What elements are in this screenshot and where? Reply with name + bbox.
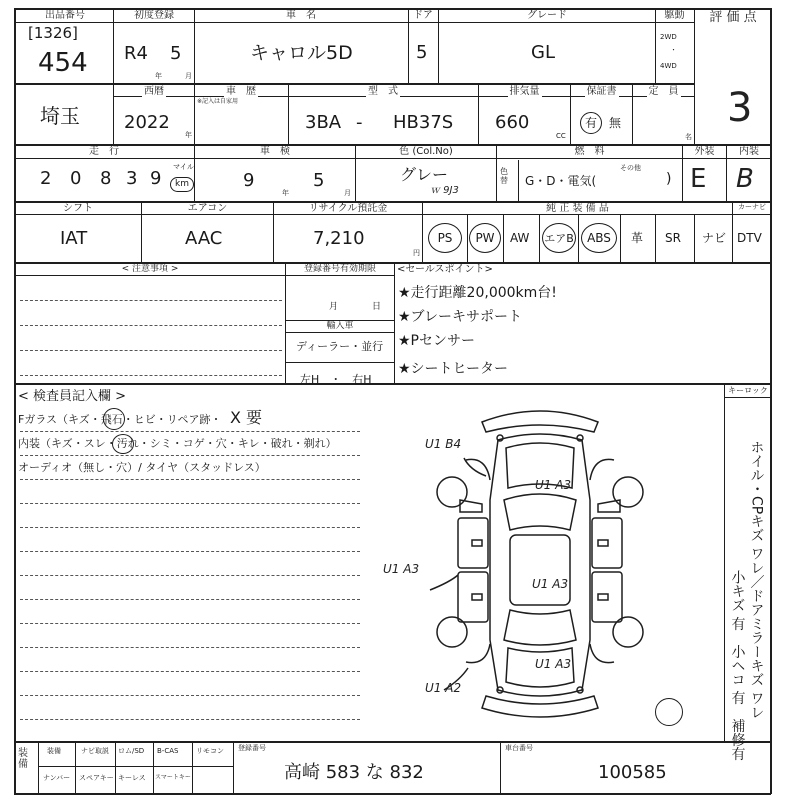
color-label: 色 (Col.No) <box>399 146 453 157</box>
expiry-label: 登録番号有効期限 <box>303 264 376 274</box>
equip-leather: 革 <box>631 231 644 245</box>
footer-navi-manual: ナビ取説 <box>81 747 109 755</box>
inspection-month-unit: 月 <box>344 189 351 197</box>
equip-navi: ナビ <box>702 231 727 245</box>
expiry-day: 日 <box>372 302 382 312</box>
capacity-unit: 名 <box>685 133 692 141</box>
footer-number: ナンバー <box>43 774 71 782</box>
inspection-year-unit: 年 <box>282 189 289 197</box>
steering-side: 左H ・ 右H <box>300 373 372 386</box>
interior-label: 内装 <box>739 146 759 157</box>
recycle-label: リサイクル預託金 <box>308 203 388 214</box>
key-lock-label: キーロック <box>728 386 768 395</box>
equip-sr: SR <box>665 231 681 245</box>
fuel-other: その他 <box>620 164 641 172</box>
model-year-unit: 年 <box>185 131 192 139</box>
registration-number: 高崎 583 な 832 <box>284 762 424 783</box>
damage-mark-roof: U1 A3 <box>532 577 569 591</box>
damage-mark-trunk: U1 A3 <box>535 657 572 671</box>
registration-label: 登録番号 <box>238 744 266 752</box>
fuel-close: ) <box>666 171 672 187</box>
warranty-label: 保証書 <box>586 86 617 97</box>
spare-tire-icon <box>655 698 683 726</box>
aircon-value: AAC <box>185 228 223 249</box>
equip-ps: PS <box>428 223 462 253</box>
inspector-line-glass: Fガラス（キズ・飛石・ヒビ・リペア跡・ <box>18 413 222 426</box>
damage-mark-hood: U1 A3 <box>535 478 572 492</box>
prefecture: 埼玉 <box>40 104 80 128</box>
footer-keyless: キーレス <box>118 774 146 782</box>
drive-label: 駆動 <box>664 10 685 21</box>
yen-unit: 円 <box>413 249 420 257</box>
drive-2wd: 2WD <box>660 33 677 41</box>
km-unit: km <box>170 177 194 192</box>
caution-label: < 注意事項 > <box>121 264 179 274</box>
odo-digit-2: 0 <box>70 168 82 189</box>
odo-digit-1: 2 <box>40 168 52 189</box>
inspection-year: 9 <box>243 170 255 191</box>
footer-romsd: ロム/SD <box>118 747 145 755</box>
first-reg-label: 初度登録 <box>134 10 174 21</box>
type-sep: - <box>356 112 363 133</box>
capacity-label: 定 員 <box>648 86 679 97</box>
sales-label: <セールスポイント> <box>397 264 493 275</box>
model-year: 2022 <box>124 112 170 133</box>
history-note: ※記入は自家用 <box>197 98 239 105</box>
sales-point-4: ★シートヒーター <box>398 361 508 377</box>
inspector-line-audio: オーディオ（無し・穴）/ タイヤ（スタッドレス） <box>18 461 266 474</box>
lot-number: 454 <box>38 48 88 78</box>
inspector-line-interior: 内装（キズ・スレ・汚れ・シミ・コゲ・穴・キレ・破れ・剃れ） <box>18 437 337 450</box>
damage-mark-front-left: U1 B4 <box>425 437 462 451</box>
type-prefix: 3BA <box>305 112 342 133</box>
circle-mark-stone <box>103 408 125 430</box>
door-label: ドア <box>413 10 433 21</box>
inspection-label: 車 検 <box>260 146 290 157</box>
mileage-label: 走 行 <box>89 146 119 157</box>
sales-point-1: ★走行距離20,000km台! <box>398 285 557 301</box>
expiry-month: 月 <box>329 302 339 312</box>
import-label: 輸入車 <box>326 321 354 331</box>
aircon-label: エアコン <box>187 203 228 214</box>
warranty-yes: 有 <box>580 112 602 134</box>
car-name-label: 車 名 <box>286 10 316 21</box>
exterior-label: 外装 <box>694 146 715 157</box>
footer-spare-key: スペアキー <box>79 774 114 782</box>
type-code: HB37S <box>393 112 454 133</box>
damage-mark-left-side: U1 A3 <box>383 562 420 576</box>
dealer-parallel: ディーラー・並行 <box>296 340 384 353</box>
door-count: 5 <box>416 42 428 63</box>
grade-value: GL <box>531 42 555 63</box>
month-unit: 月 <box>185 72 192 80</box>
vertical-note-1: ホイル・CPキズ ワレ／ドアミラーキズ ワレ <box>748 440 765 720</box>
warranty-no: 無 <box>609 116 622 130</box>
drive-dot: ・ <box>670 46 677 54</box>
vertical-note-2: 小キズ 有 小ヘコ 有 補修有 <box>729 570 746 761</box>
footer-smartkey: スマートキー <box>155 774 191 781</box>
interior-score: B <box>736 164 754 194</box>
history-label: 車 歴 <box>226 86 256 97</box>
displacement: 660 <box>495 112 530 133</box>
shift-value: IAT <box>60 228 88 249</box>
sales-point-3: ★Pセンサー <box>398 333 475 349</box>
odo-digit-3: 8 <box>100 168 112 189</box>
equip-pw: PW <box>469 223 501 253</box>
equip-aw: AW <box>510 231 530 245</box>
color-value: グレー <box>400 165 449 184</box>
footer-remote: リモコン <box>196 747 224 755</box>
fuel-label: 燃 料 <box>574 146 605 157</box>
first-reg-month: 5 <box>170 43 182 64</box>
odo-digit-5: 9 <box>150 168 162 189</box>
grade-label: グレード <box>527 10 567 21</box>
equip-dtv: DTV <box>737 231 762 245</box>
fuel-options: G・D・電気( <box>525 174 597 188</box>
circle-mark-dirt <box>112 434 134 454</box>
lot-sub-number: [1326] <box>28 24 78 42</box>
carnavi-label: カーナビ <box>738 203 766 211</box>
mile-unit: マイル <box>173 163 194 171</box>
exterior-score: E <box>690 164 707 194</box>
car-name: キャロル5D <box>250 42 353 64</box>
drive-4wd: 4WD <box>660 62 677 70</box>
inspector-title: < 検査員記入欄 > <box>18 389 127 404</box>
equip-abs: ABS <box>581 223 617 253</box>
equip-airbag: エアB <box>542 223 576 253</box>
damage-mark-rear-left: U1 A2 <box>425 681 462 695</box>
sales-point-2: ★ブレーキサポート <box>398 309 522 325</box>
footer-equip-label: 装備 <box>18 748 28 770</box>
recycle-value: 7,210 <box>313 228 365 249</box>
year-unit: 年 <box>155 72 162 80</box>
footer-bcas: B-CAS <box>157 747 179 755</box>
color-change-label: 色替 <box>500 167 508 185</box>
displacement-label: 排気量 <box>509 86 540 97</box>
color-note: ｗ 9J3 <box>430 185 459 196</box>
inspection-month: 5 <box>313 170 325 191</box>
score-label: 評 価 点 <box>709 10 757 25</box>
shift-label: シフト <box>63 203 93 214</box>
lot-label: 出品番号 <box>45 10 85 21</box>
frame-number-label: 車台番号 <box>505 744 533 752</box>
cc-unit: CC <box>556 132 566 140</box>
odo-digit-4: 3 <box>126 168 138 189</box>
glass-mark: X 要 <box>230 408 263 427</box>
equipment-label: 純 正 装 備 品 <box>546 203 609 214</box>
model-year-label: 西暦 <box>144 86 164 97</box>
overall-score: 3 <box>727 85 753 131</box>
footer-spare-label-1: 装備 <box>47 747 61 755</box>
frame-number: 100585 <box>598 762 667 783</box>
type-label: 型 式 <box>368 86 398 97</box>
first-reg-year: R4 <box>124 43 148 64</box>
